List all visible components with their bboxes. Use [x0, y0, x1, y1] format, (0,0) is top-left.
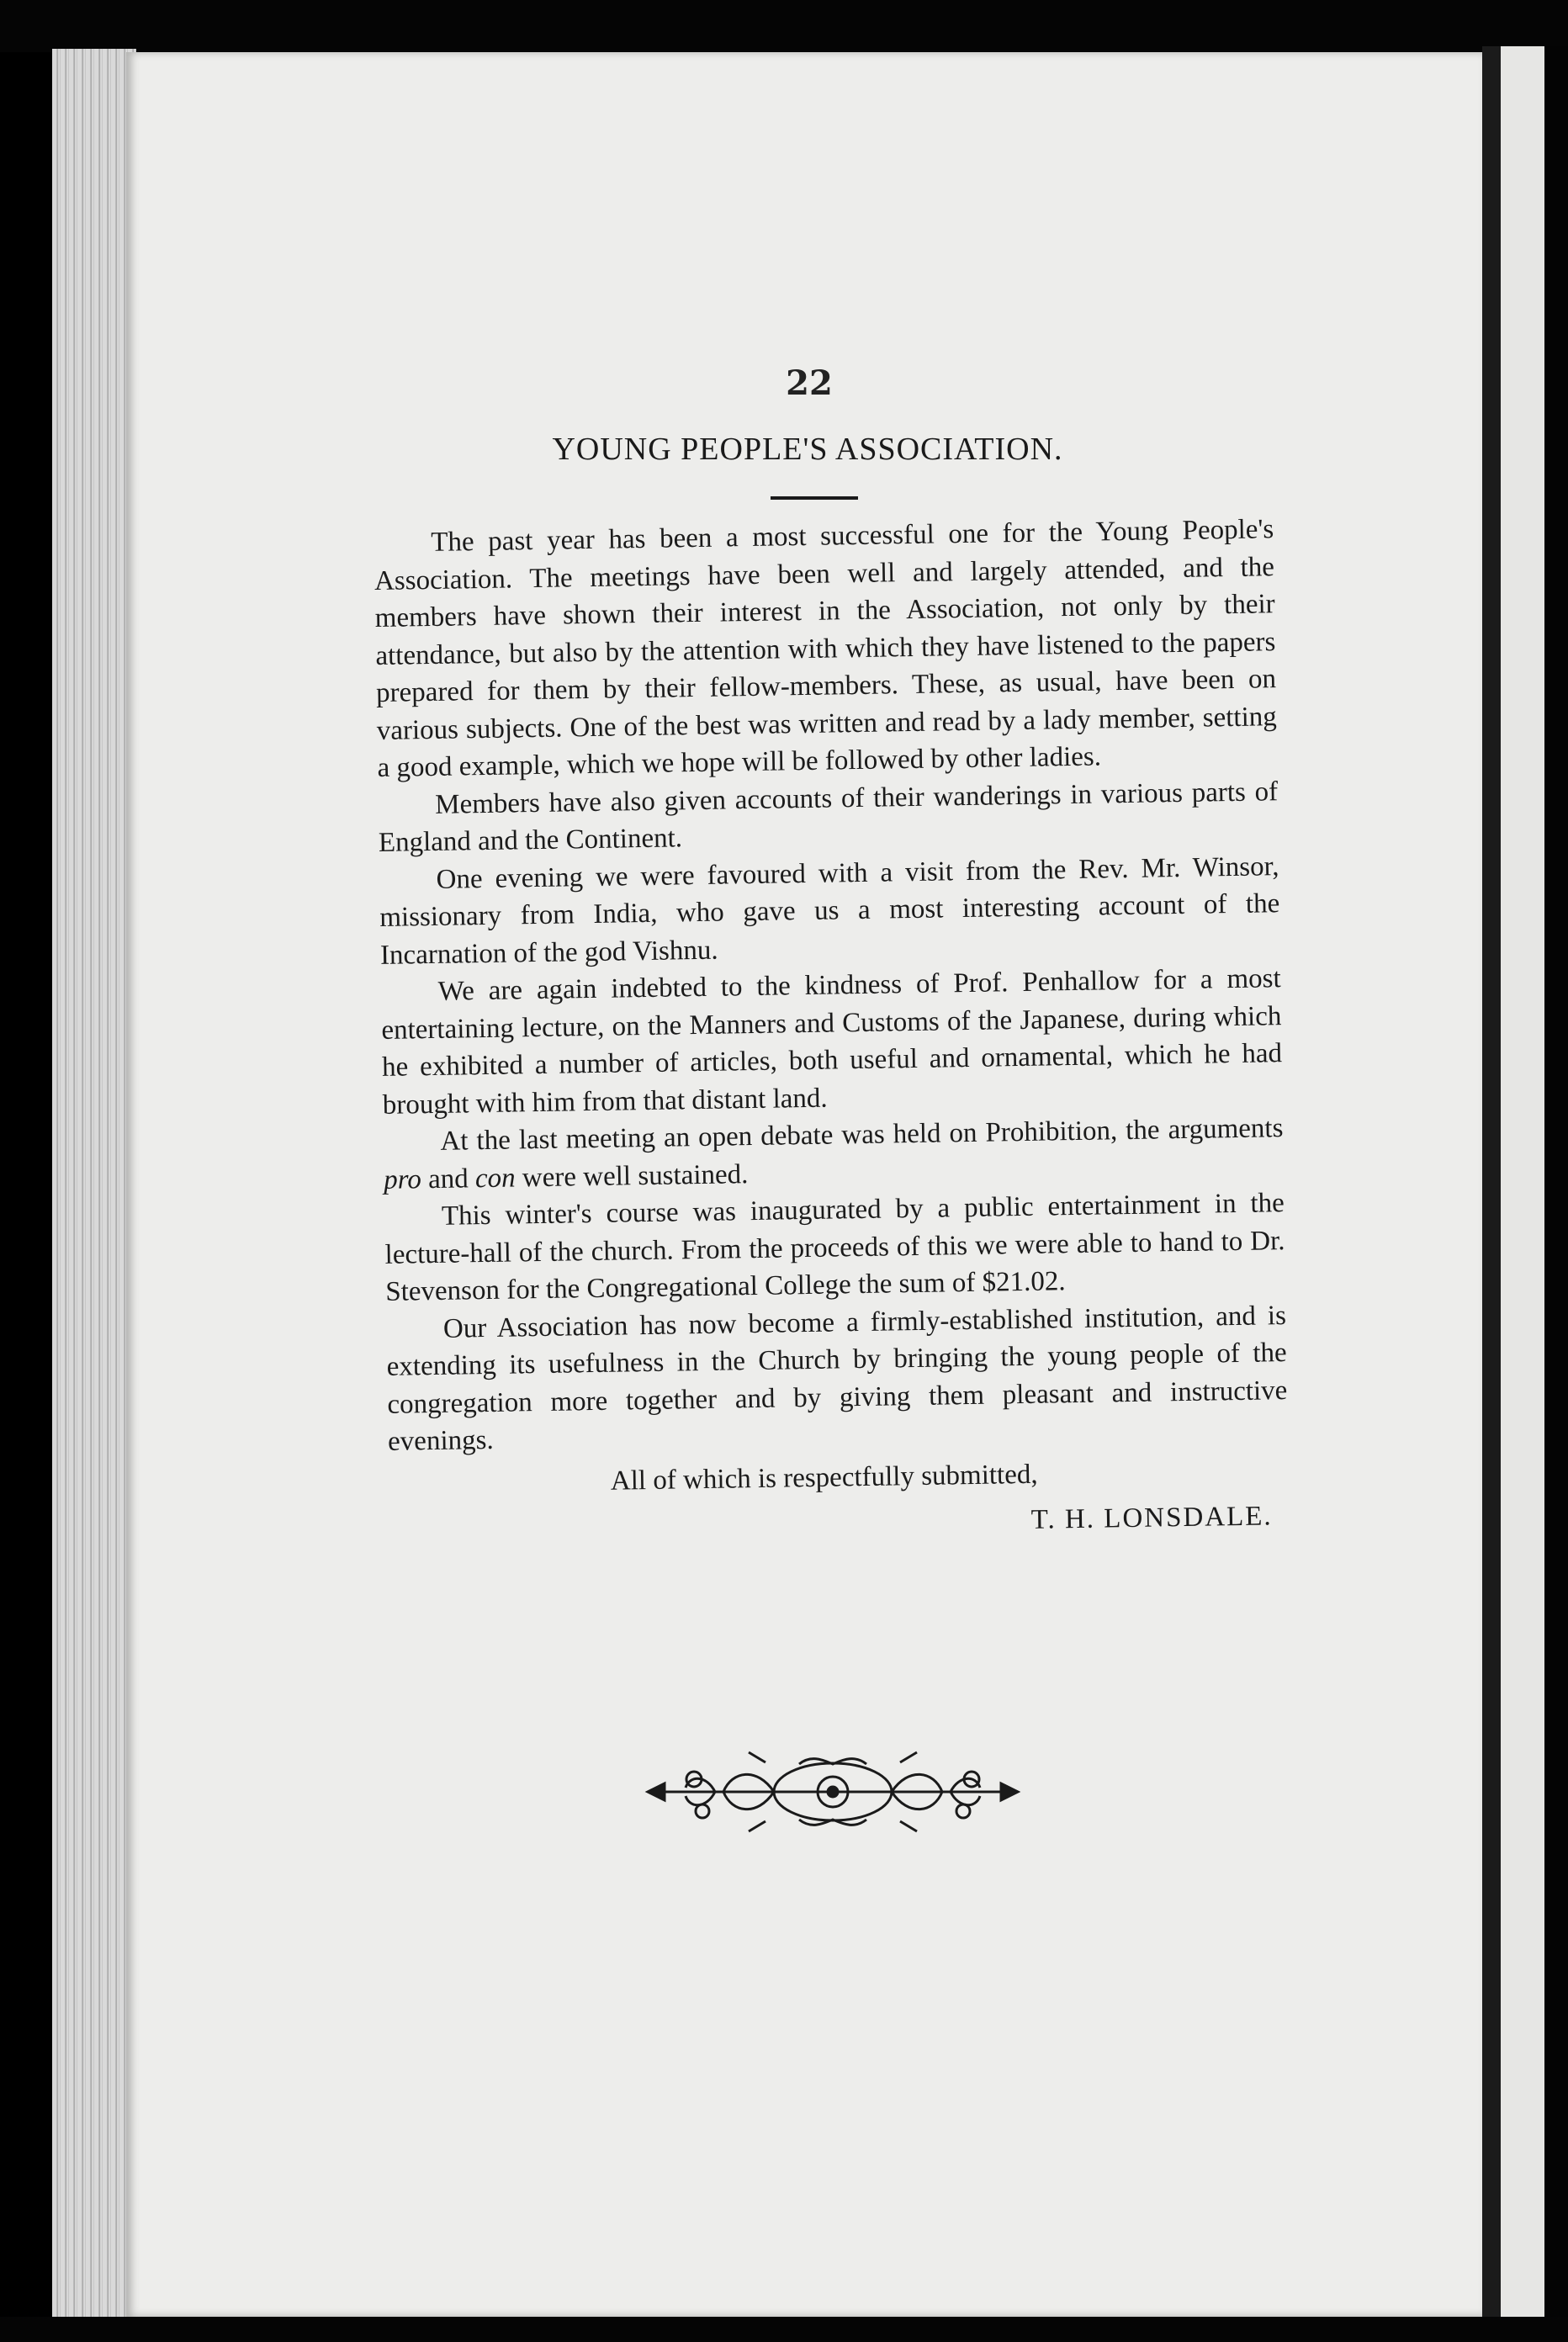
scan-top-band	[0, 0, 1568, 52]
paragraph: Our Association has now become a firmly-established institution, and is extending its usefulness in the Church by bringing the young people of the congregation more together and by giving them pleasant and instructive evenings.	[386, 1300, 1288, 1457]
paragraph-debate	[383, 1110, 1284, 1199]
page-title: YOUNG PEOPLE'S ASSOCIATION.	[552, 432, 1063, 467]
closing-line: All of which is respectfully submitted,	[610, 1459, 1038, 1497]
paragraph: We are again indebted to the kindness of Prof. Penhallow for a most entertaining lecture, on the Manners and Customs of the Japanese, during which he exhibited a number of articles, both useful and ornamental, which he had brought with him from that distant land.	[381, 963, 1283, 1121]
debate-text-start: At the last meeting an open debate was held on Prohibition, the arguments	[440, 1113, 1284, 1157]
report-body	[373, 511, 1290, 1549]
page-number: 22	[786, 363, 833, 403]
paragraph: One evening we were favoured with a visit from the Rev. Mr. Winsor, missionary from India, who gave us a most interesting account of the Incarnation of the god Vishnu.	[379, 850, 1280, 971]
paragraph: The past year has been a most successful one for the Young People's Association. The meetings have been well and largely attended, and the members have shown their interest in the Association, not only by their attendance, but also by the attention with which they have listened to the papers prepared for them by their fellow-members. These, as usual, have been on various subjects. One of the best was written and read by a lady member, setting a good example, which we hope will be followed by other ladies.	[373, 514, 1277, 783]
paragraph: This winter's course was inaugurated by a public entertainment in the lecture-hall of the church. From the proceeds of this we were able to hand to Dr. Stevenson for the Congregational College the sum of $21.02.	[384, 1188, 1285, 1307]
debate-pro: pro	[383, 1163, 422, 1195]
signature: T. H. LONSDALE.	[1030, 1501, 1273, 1535]
floral-ornament-icon	[631, 1746, 1035, 1838]
title-rule	[771, 496, 858, 500]
scan-bottom-band	[0, 2317, 1568, 2342]
debate-con: con	[474, 1162, 516, 1194]
paragraph: Members have also given accounts of their wanderings in various parts of England and the Continent.	[378, 776, 1279, 858]
debate-text-end: were well sustained.	[515, 1158, 749, 1193]
debate-text-and: and	[421, 1163, 476, 1195]
